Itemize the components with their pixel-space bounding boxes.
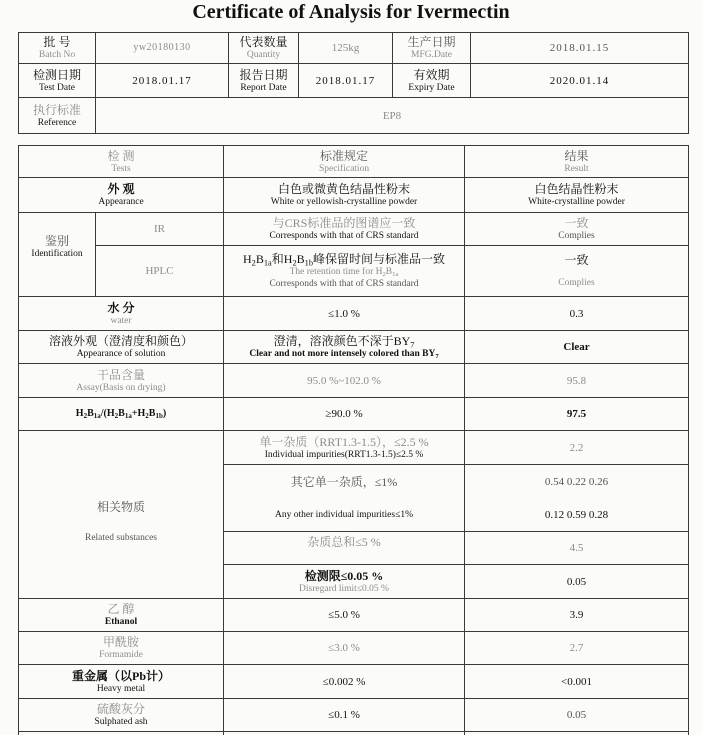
individual-impurity-spec-cn: 单一杂质（RRT1.3-1.5），≤2.5 % bbox=[259, 434, 429, 449]
table-row bbox=[19, 364, 689, 398]
identification-en: Identification bbox=[31, 248, 83, 259]
mfg-date-label bbox=[393, 33, 471, 64]
ethanol-spec bbox=[224, 599, 465, 632]
test-date-text: 2018.01.17 bbox=[132, 74, 192, 87]
solution-result bbox=[465, 331, 689, 364]
cut-off-spec-cell bbox=[224, 732, 465, 735]
report-date-label-cn: 报告日期 bbox=[239, 67, 288, 82]
test-results-table bbox=[18, 145, 689, 735]
ethanol-spec-text: ≤5.0 % bbox=[328, 609, 360, 621]
assay-result bbox=[465, 364, 689, 398]
individual-impurity-spec-en: Individual impurities(RRT1.3-1.5)≤2.5 % bbox=[264, 449, 424, 460]
other-impurity-spec-en: Any other individual impurities≤1% bbox=[275, 510, 413, 520]
assay-test bbox=[19, 364, 224, 398]
table-row-cut-off bbox=[19, 732, 689, 735]
tests-header-cn: 检 测 bbox=[107, 148, 135, 163]
appearance-spec-en: White or yellowish-crystalline powder bbox=[270, 197, 418, 207]
heavy-metal-test bbox=[19, 665, 224, 699]
sulphated-ash-spec bbox=[224, 699, 465, 732]
batch-no-text: yw20180130 bbox=[133, 42, 191, 53]
report-date-value bbox=[299, 64, 393, 98]
subscript: 1a bbox=[124, 412, 132, 421]
table-header-row bbox=[19, 146, 689, 178]
subscript: 1b bbox=[304, 258, 314, 268]
report-date-label bbox=[229, 64, 299, 98]
subscript: 1b bbox=[155, 412, 163, 421]
hplc-method bbox=[96, 246, 224, 297]
solution-en: Appearance of solution bbox=[76, 349, 166, 359]
result-header-cn: 结果 bbox=[564, 148, 589, 163]
heavy-metal-result-text: <0.001 bbox=[561, 675, 592, 688]
sulphated-ash-result-text: 0.05 bbox=[566, 709, 587, 721]
table-row bbox=[19, 246, 689, 297]
water-test bbox=[19, 297, 224, 331]
related-substances-test bbox=[19, 431, 224, 599]
solution-spec-en: Clear and not more intensely colored than $BY_7$ bbox=[249, 349, 439, 360]
report-date-text: 2018.01.17 bbox=[315, 74, 376, 87]
quantity-label-en: Quantity bbox=[246, 50, 281, 60]
ratio-result-text: 97.5 bbox=[566, 408, 587, 420]
formamide-cn: 甲酰胺 bbox=[103, 635, 140, 649]
subscript: 7 bbox=[410, 340, 415, 350]
quantity-value bbox=[299, 33, 393, 64]
individual-impurity-spec bbox=[224, 431, 465, 465]
assay-cn: 干品含量 bbox=[97, 367, 146, 382]
ethanol-en: Ethanol bbox=[104, 617, 138, 627]
solution-spec bbox=[224, 331, 465, 364]
assay-spec-text: 95.0 %~102.0 % bbox=[307, 374, 381, 387]
ethanol-cn: 乙 醇 bbox=[107, 602, 135, 616]
hplc-spec-cn: $H_2B_{1a}$和$H_2B_{1b}$峰保留时间与标准品一致 bbox=[242, 252, 446, 268]
sulphated-ash-en: Sulphated ash bbox=[94, 717, 148, 727]
subscript: 7 bbox=[435, 352, 439, 360]
batch-no-label-en: Batch No bbox=[38, 50, 76, 60]
heavy-metal-en: Heavy metal bbox=[96, 683, 146, 694]
ir-method-text: IR bbox=[154, 223, 165, 235]
disregard-limit-spec-cn: 检测限≤0.05 % bbox=[304, 568, 384, 583]
batch-no-label bbox=[19, 33, 96, 64]
batch-info-table bbox=[18, 32, 689, 134]
test-date-label-cn: 检测日期 bbox=[32, 67, 81, 82]
total-impurity-result-text: 4.5 bbox=[569, 542, 584, 554]
solution-spec-cn: 澄清，溶液颜色不深于$BY_7$ bbox=[273, 334, 415, 350]
water-en: water bbox=[110, 315, 132, 326]
solution-result-text: Clear bbox=[563, 341, 590, 353]
expiry-date-label bbox=[393, 64, 471, 98]
ir-spec-cn: 与CRS标准品的图谱应一致 bbox=[272, 216, 416, 230]
subscript: 2 bbox=[145, 412, 149, 421]
total-impurity-spec bbox=[224, 532, 465, 565]
other-impurity-result-2: 0.12 0.59 0.28 bbox=[544, 508, 609, 521]
ir-spec-en: Corresponds with that of CRS standard bbox=[269, 231, 419, 241]
mfg-date-text: 2018.01.15 bbox=[549, 42, 610, 54]
result-header bbox=[465, 146, 689, 178]
table-row bbox=[19, 178, 689, 213]
appearance-cn: 外 观 bbox=[107, 182, 135, 196]
total-impurity-result bbox=[465, 532, 689, 565]
hplc-result-cn: 一致 bbox=[564, 253, 589, 267]
subscript: 2 bbox=[251, 258, 256, 268]
sulphated-ash-spec-text: ≤0.1 % bbox=[328, 709, 360, 721]
assay-en: Assay(Basis on drying) bbox=[76, 382, 166, 393]
formamide-en: Formamide bbox=[99, 650, 143, 660]
tests-header-en: Tests bbox=[111, 163, 131, 174]
subscript: 2 bbox=[114, 412, 119, 421]
subscript: 1a bbox=[93, 412, 101, 421]
disregard-limit-result bbox=[465, 565, 689, 599]
individual-impurity-result-text: 2.2 bbox=[569, 441, 584, 454]
ratio-spec bbox=[224, 398, 465, 431]
identification-test bbox=[19, 213, 96, 297]
mfg-date-label-en: MFG.Date bbox=[411, 50, 452, 60]
hplc-result bbox=[465, 246, 689, 297]
table-row bbox=[19, 398, 689, 431]
formamide-spec-text: ≤3.0 % bbox=[328, 642, 360, 654]
assay-result-text: 95.8 bbox=[566, 374, 587, 387]
appearance-result bbox=[465, 178, 689, 213]
formamide-spec bbox=[224, 632, 465, 665]
disregard-limit-spec bbox=[224, 565, 465, 599]
appearance-spec-cn: 白色或微黄色结晶性粉末 bbox=[278, 182, 411, 196]
spec-header-cn: 标准规定 bbox=[320, 148, 369, 163]
table-row bbox=[19, 297, 689, 331]
table-row bbox=[19, 699, 689, 732]
appearance-spec bbox=[224, 178, 465, 213]
appearance-result-en: White-crystalline powder bbox=[528, 197, 625, 207]
ir-result-cn: 一致 bbox=[564, 216, 589, 230]
appearance-test bbox=[19, 178, 224, 213]
heavy-metal-cn: 重金属（以Pb计） bbox=[72, 668, 171, 683]
spec-header-en: Specification bbox=[318, 163, 370, 174]
total-impurity-spec-text: 杂质总和≤5 % bbox=[307, 535, 381, 549]
other-impurity-result-1: 0.54 0.22 0.26 bbox=[544, 475, 609, 488]
sulphated-ash-test bbox=[19, 699, 224, 732]
subscript: 2 bbox=[292, 258, 297, 268]
formamide-test bbox=[19, 632, 224, 665]
other-impurity-result-stack bbox=[465, 465, 688, 531]
formamide-result bbox=[465, 632, 689, 665]
info-row-reference bbox=[19, 98, 689, 134]
hplc-spec-en-1: The retention time for $H_2B_{1a}$ bbox=[289, 267, 399, 278]
solution-cn: 溶液外观（澄清度和颜色） bbox=[49, 334, 194, 348]
info-row-batch bbox=[19, 33, 689, 64]
appearance-result-cn: 白色结晶性粉末 bbox=[534, 182, 619, 196]
hplc-result-en: Complies bbox=[558, 278, 595, 288]
ratio-result bbox=[465, 398, 689, 431]
batch-no-value bbox=[96, 33, 229, 64]
ir-method bbox=[96, 213, 224, 246]
ratio-name: $H_2B_{1a}/(H_2B_{1a}+H_2B_{1b})$ bbox=[75, 408, 167, 421]
sulphated-ash-cn: 硫酸灰分 bbox=[97, 702, 146, 716]
mfg-date-label-cn: 生产日期 bbox=[407, 35, 456, 49]
ratio-spec-text: ≥90.0 % bbox=[325, 408, 363, 420]
quantity-label bbox=[229, 33, 299, 64]
assay-spec bbox=[224, 364, 465, 398]
table-row bbox=[19, 632, 689, 665]
other-impurity-spec-cn: 其它单一杂质，≤1% bbox=[290, 475, 398, 489]
cut-off-test-cell bbox=[19, 732, 224, 735]
individual-impurity-result bbox=[465, 431, 689, 465]
report-date-label-en: Report Date bbox=[240, 82, 287, 93]
ratio-test bbox=[19, 398, 224, 431]
hplc-spec bbox=[224, 246, 465, 297]
expiry-date-text: 2020.01.14 bbox=[549, 74, 610, 87]
solution-test bbox=[19, 331, 224, 364]
reference-text: EP8 bbox=[382, 109, 402, 122]
table-row bbox=[19, 213, 689, 246]
subscript: 1a bbox=[263, 258, 272, 268]
subscript: 1a bbox=[392, 270, 399, 278]
result-header-en: Result bbox=[564, 163, 589, 174]
tests-header bbox=[19, 146, 224, 178]
formamide-result-text: 2.7 bbox=[569, 642, 584, 654]
hplc-method-text: HPLC bbox=[145, 265, 174, 277]
ethanol-result bbox=[465, 599, 689, 632]
reference-value bbox=[96, 98, 689, 134]
ethanol-result-text: 3.9 bbox=[569, 609, 584, 621]
water-spec bbox=[224, 297, 465, 331]
table-row bbox=[19, 431, 689, 465]
disregard-limit-spec-en: Disregard limit≤0.05 % bbox=[299, 583, 389, 594]
appearance-en: Appearance bbox=[98, 197, 144, 207]
water-result-text: 0.3 bbox=[569, 307, 584, 320]
test-date-label-en: Test Date bbox=[38, 82, 75, 93]
ir-result-en: Complies bbox=[558, 231, 595, 241]
quantity-label-cn: 代表数量 bbox=[239, 35, 288, 49]
disregard-limit-result-text: 0.05 bbox=[566, 575, 587, 588]
batch-no-label-cn: 批 号 bbox=[43, 35, 71, 49]
related-en: Related substances bbox=[84, 532, 158, 543]
hplc-spec-en-2: Corresponds with that of CRS standard bbox=[269, 279, 419, 289]
subscript: 2 bbox=[83, 412, 88, 421]
test-date-value bbox=[96, 64, 229, 98]
water-spec-text: ≤1.0 % bbox=[328, 307, 360, 320]
reference-label-cn: 执行标准 bbox=[32, 102, 81, 117]
heavy-metal-spec-text: ≤0.002 % bbox=[322, 675, 366, 688]
subscript: 2 bbox=[382, 270, 386, 278]
other-impurity-spec-stack bbox=[224, 465, 464, 531]
identification-cn: 鉴别 bbox=[44, 233, 69, 248]
spec-header bbox=[224, 146, 465, 178]
expiry-date-label-cn: 有效期 bbox=[413, 67, 450, 82]
document-title: Certificate of Analysis for Ivermectin bbox=[192, 1, 510, 23]
info-row-dates bbox=[19, 64, 689, 98]
test-date-label bbox=[19, 64, 96, 98]
mfg-date-value bbox=[471, 33, 689, 64]
water-cn: 水 分 bbox=[107, 300, 135, 315]
ir-result bbox=[465, 213, 689, 246]
sulphated-ash-result bbox=[465, 699, 689, 732]
reference-label-en: Reference bbox=[37, 117, 77, 128]
reference-label bbox=[19, 98, 96, 134]
table-row bbox=[19, 331, 689, 364]
cut-off-result-cell bbox=[465, 732, 689, 735]
expiry-date-value bbox=[471, 64, 689, 98]
related-cn: 相关物质 bbox=[97, 499, 146, 514]
other-impurity-result bbox=[465, 465, 689, 532]
expiry-date-label-en: Expiry Date bbox=[408, 82, 455, 93]
heavy-metal-spec bbox=[224, 665, 465, 699]
ethanol-test bbox=[19, 599, 224, 632]
quantity-text: 125kg bbox=[331, 42, 360, 54]
other-impurity-spec bbox=[224, 465, 465, 532]
heavy-metal-result bbox=[465, 665, 689, 699]
table-row bbox=[19, 599, 689, 632]
ir-spec bbox=[224, 213, 465, 246]
water-result bbox=[465, 297, 689, 331]
table-row bbox=[19, 665, 689, 699]
